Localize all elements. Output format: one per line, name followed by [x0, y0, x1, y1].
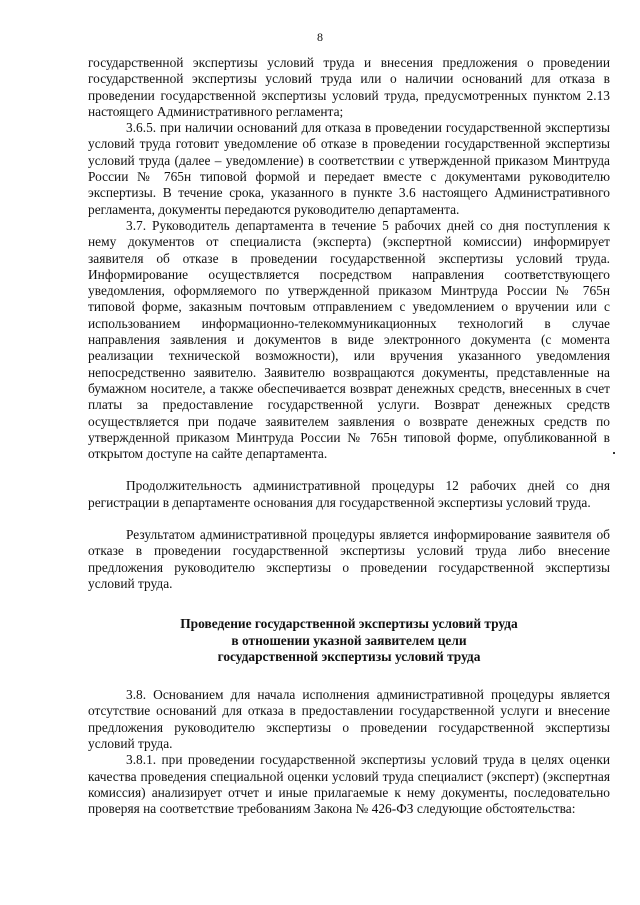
paragraph-3-7: 3.7. Руководитель департамента в течение 5 рабочих дней со дня поступления к нему документов от специалиста (эксперта) (экспертной комиссии) информирует заявителя об отказе в проведении государственной экспертизы условий труда. Информирование осуществляется посредством направления соответствующего уведомления, оформляемого по утвержденной приказом Минтруда России № 765н типовой форме, заказным почтовым отправлением с уведомлением о вручении или с использованием информационно-телекоммуникационных технологий в случае направления заявления и документов в виде электронного документа (с момента реализации технической возможности), или вручения указанного уведомления непосредственно заявителю. Заявителю возвращаются документы, представленные на бумажном носителе, а также обеспечивается возврат денежных средств, внесенных в счет платы за предоставление государственной услуги. Возврат денежных средств осуществляется при подаче заявителем заявления о возврате денежных средств по утвержденной приказом Минтруда России № 765н типовой форме, опубликованной в открытом доступе на сайте департамента. — [88, 217, 610, 462]
paragraph-continuation: государственной экспертизы условий труда и внесения предложения о проведении государственной экспертизы условий труда или о наличии оснований для отказа в проведении государственной экспертизы условий труда, предусмотренных пунктом 2.13 настоящего Административного регламента; — [88, 55, 610, 119]
document-body — [88, 55, 610, 817]
section-heading — [88, 616, 610, 665]
paragraph-result: Результатом административной процедуры является информирование заявителя об отказе в проведении государственной экспертизы условий труда либо внесение предложения руководителю экспертизы о проведении государственной экспертизы условий труда. — [88, 527, 610, 591]
paragraph-3-6-5: 3.6.5. при наличии оснований для отказа в проведении государственной экспертизы условий труда готовит уведомление об отказе в проведении государственной экспертизы условий труда (далее – уведомление) в соответствии с утвержденной приказом Минтруда России № 765н типовой формой и передает вместе с документами руководителю экспертизы. В течение срока, указанного в пункте 3.6 настоящего Административного регламента, документы передаются руководителю департамента. — [88, 120, 610, 217]
paragraph-3-8: 3.8. Основанием для начала исполнения административной процедуры является отсутствие оснований для отказа в предоставлении государственной услуги и внесение предложения руководителю экспертизы о проведении государственной экспертизы условий труда. — [88, 687, 610, 751]
scan-speck — [613, 452, 615, 454]
page-number: 8 — [317, 30, 323, 44]
section-heading-line-2: в отношении указной заявителем цели — [231, 632, 467, 648]
section-heading-line-1: Проведение государственной экспертизы условий труда — [180, 616, 518, 632]
paragraph-3-8-1: 3.8.1. при проведении государственной экспертизы условий труда в целях оценки качества проведения специальной оценки условий труда специалист (эксперт) (экспертная комиссия) анализирует отчет и иные прилагаемые к нему документы, последовательно проверяя на соответствие требованиям Закона № 426-ФЗ следующие обстоятельства: — [88, 752, 610, 817]
section-heading-line-3: государственной экспертизы условий труда — [217, 648, 481, 664]
paragraph-duration: Продолжительность административной процедуры 12 рабочих дней со дня регистрации в департаменте основания для государственной экспертизы условий труда. — [88, 478, 610, 510]
